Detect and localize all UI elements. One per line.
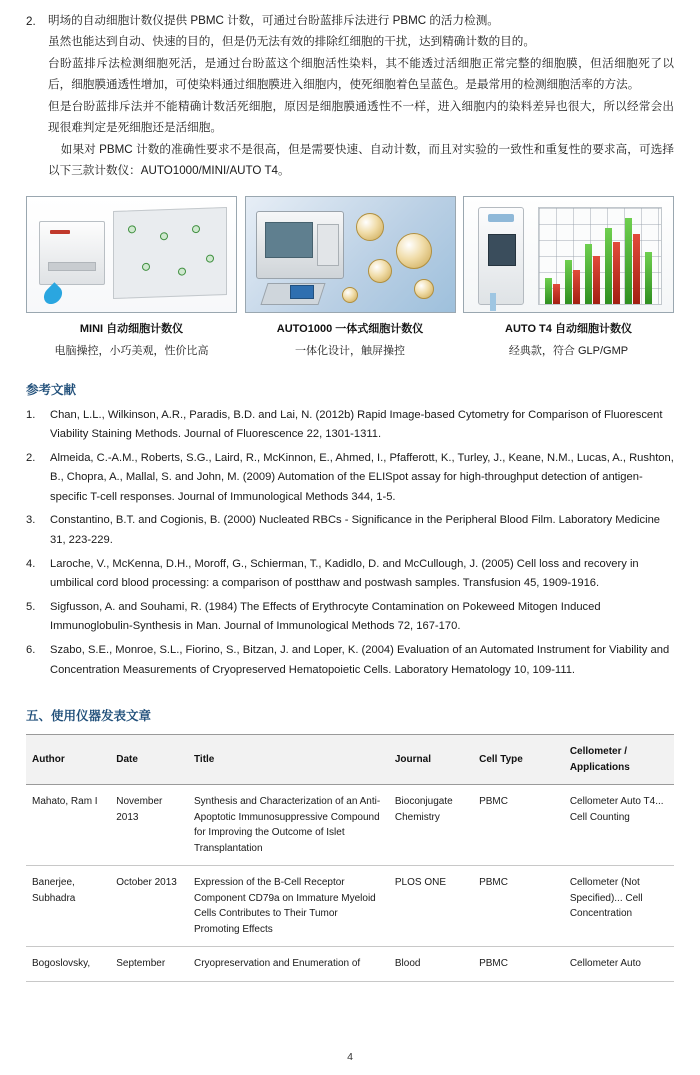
column-header-cell-type: Cell Type xyxy=(473,735,564,785)
chart-bar xyxy=(545,278,552,304)
cell-dot-icon xyxy=(160,232,168,240)
reference-number: 5. xyxy=(26,600,36,613)
chart-bar xyxy=(553,284,560,304)
references-heading: 参考文献 xyxy=(26,382,77,397)
cell-bubble-icon xyxy=(342,287,358,303)
pipette-tip-icon xyxy=(490,293,496,311)
cell-journal: Blood xyxy=(389,947,473,982)
chart-bar xyxy=(593,256,600,304)
publications-heading: 五、使用仪器发表文章 xyxy=(26,709,152,724)
cell-plate-icon xyxy=(113,207,227,299)
product-figures xyxy=(26,196,674,358)
cell-cell-type: PBMC xyxy=(473,866,564,947)
cell-title: Expression of the B-Cell Receptor Component CD79a on Immature Myeloid Cells Contributes to Their Tumor Promoting Effects xyxy=(188,866,389,947)
chart-bar xyxy=(645,252,652,304)
cell-title: Cryopreservation and Enumeration of xyxy=(188,947,389,982)
table-header-row xyxy=(26,735,674,785)
brand-mark-icon xyxy=(50,230,70,234)
table-row xyxy=(26,866,674,947)
reference-text: Almeida, C.-A.M., Roberts, S.G., Laird, R., McKinnon, E., Ahmed, I., Pfafferott, K., Turley, J., Keane, N.M., Lucas, A., Rushton, B., Chopra, A., Mallal, S. and John, M. (2009) Automation of the ELISpot assay for high-throughput detection of antigen-specific T-cell responses. Journal of Immunological Methods 344, 1-5. xyxy=(50,451,674,503)
bar-graph-icon xyxy=(538,207,662,305)
figure-title: MINI 自动细胞计数仪 xyxy=(79,322,184,335)
cell-application: Cellometer Auto T4... Cell Counting xyxy=(564,785,674,866)
list-item xyxy=(26,598,674,637)
cell-bubble-icon xyxy=(414,279,434,299)
mini-cell-counter-photo xyxy=(26,196,237,313)
cell-date: November 2013 xyxy=(110,785,188,866)
cell-journal: Bioconjugate Chemistry xyxy=(389,785,473,866)
list-item xyxy=(26,449,674,508)
reference-number: 1. xyxy=(26,408,36,421)
reference-text: Sigfusson, A. and Souhami, R. (1984) The Effects of Erythrocyte Contamination on Pokeweed Mitogen Induced Immunoglobulin-Synthesis in Man. Journal of Immunological Methods 72, 167-170. xyxy=(50,600,601,633)
cell-dot-icon xyxy=(128,225,136,233)
figure-auto1000 xyxy=(245,196,456,358)
cell-author: Mahato, Ram I xyxy=(26,785,110,866)
figure-title: AUTO1000 一体式细胞计数仪 xyxy=(276,322,424,335)
chart-bar xyxy=(613,242,620,304)
table-row xyxy=(26,947,674,982)
paragraph-4: 但是台盼蓝排斥法并不能精确计数活死细胞，原因是细胞膜通透性不一样，进入细胞内的染料差异也很大，所以经常会出现很难判定是死细胞还是活细胞。 xyxy=(48,99,674,135)
chart-bar xyxy=(565,260,572,304)
keypad-icon xyxy=(317,224,339,266)
droplet-icon xyxy=(40,282,65,307)
figure-subtitle: 经典款，符合 GLP/GMP xyxy=(508,344,629,357)
table-row xyxy=(26,785,674,866)
figure-subtitle: 一体化设计，触屏操控 xyxy=(295,344,405,357)
reference-text: Szabo, S.E., Monroe, S.L., Fiorino, S., Bitzan, J. and Loper, K. (2004) Evaluation of an Automated Instrument for Viability and Concentration Measurements of Cryopreserved Hematopoietic Cells. Laboratory Hematology 10, 109-111. xyxy=(50,644,670,676)
figure-auto-t4 xyxy=(463,196,674,358)
cell-bubble-icon xyxy=(356,213,384,241)
list-item xyxy=(26,641,674,680)
column-header-title: Title xyxy=(188,735,389,785)
column-header-author: Author xyxy=(26,735,110,785)
cell-application: Cellometer (Not Specified)... Cell Concentration xyxy=(564,866,674,947)
item-number: 2. xyxy=(26,15,36,28)
chart-bar xyxy=(625,218,632,304)
column-header-date: Date xyxy=(110,735,188,785)
counting-chamber-icon xyxy=(290,285,314,299)
reference-text: Chan, L.L., Wilkinson, A.R., Paradis, B.D. and Lai, N. (2012b) Rapid Image-based Cytometry for Comparison of Fluorescent Viability Staining Methods. Journal of Fluorescence 22, 1301-1311. xyxy=(50,408,663,441)
cell-title: Synthesis and Characterization of an Anti-Apoptotic Immunosuppressive Compound for Improving the Outcome of Islet Transplantation xyxy=(188,785,389,866)
instrument-body-icon xyxy=(478,207,524,305)
cell-bubble-icon xyxy=(368,259,392,283)
item-body xyxy=(48,10,674,182)
list-item xyxy=(26,555,674,594)
paragraph-2: 虽然也能达到自动、快速的目的，但是仍无法有效的排除红细胞的干扰，达到精确计数的目的。 xyxy=(48,35,535,49)
column-header-applications: Cellometer / Applications xyxy=(564,735,674,785)
paragraph-5: 如果对 PBMC 计数的准确性要求不是很高，但是需要快速、自动计数，而且对实验的一致性和重复性的要求高，可选择以下三款计数仪：AUTO1000/MINI/AUTO T4。 xyxy=(48,142,674,178)
page-number: 4 xyxy=(347,1051,353,1063)
reference-number: 4. xyxy=(26,557,36,570)
paragraph-3: 台盼蓝排斥法检测细胞死活，是通过台盼蓝这个细胞活性染料，其不能透过活细胞正常完整的细胞膜，但活细胞死了以后，细胞膜通透性增加，可使染料通过细胞膜进入细胞内，使死细胞着色呈蓝色。是最常用的检测细胞活率的方法。 xyxy=(48,56,674,92)
reference-number: 3. xyxy=(26,514,36,527)
publications-table xyxy=(26,734,674,982)
auto1000-cell-counter-photo xyxy=(245,196,456,313)
cell-journal: PLOS ONE xyxy=(389,866,473,947)
cell-bubble-icon xyxy=(396,233,432,269)
cell-author: Banerjee, Subhadra xyxy=(26,866,110,947)
cell-date: October 2013 xyxy=(110,866,188,947)
chart-bar xyxy=(605,228,612,304)
auto-t4-cell-counter-photo xyxy=(463,196,674,313)
paragraph-1: 明场的自动细胞计数仪提供 PBMC 计数，可通过台盼蓝排斥法进行 PBMC 的活力检测。 xyxy=(48,14,499,27)
cell-dot-icon xyxy=(178,267,186,275)
cell-cell-type: PBMC xyxy=(473,947,564,982)
cell-cell-type: PBMC xyxy=(473,785,564,866)
instrument-top-icon xyxy=(488,214,514,222)
reference-text: Laroche, V., McKenna, D.H., Moroff, G., Schierman, T., Kadidlo, D. and McCullough, J. (2005) Cell loss and recovery in umbilical cord blood processing: a comparison of postthaw and postwash samples. Transfusion 45, 1909-1916. xyxy=(50,557,639,590)
chart-bar xyxy=(573,270,580,304)
instrument-body-icon xyxy=(39,221,105,285)
column-header-journal: Journal xyxy=(389,735,473,785)
cell-dot-icon xyxy=(142,262,150,270)
numbered-item-2 xyxy=(26,10,674,182)
reference-number: 6. xyxy=(26,644,36,657)
list-item xyxy=(26,511,674,550)
figure-subtitle: 电脑操控，小巧美观，性价比高 xyxy=(54,344,209,357)
touchscreen-icon xyxy=(265,222,313,258)
instrument-body-icon xyxy=(256,211,344,279)
cell-dot-icon xyxy=(192,224,200,232)
figure-title: AUTO T4 自动细胞计数仪 xyxy=(505,322,632,335)
cell-dot-icon xyxy=(206,254,214,262)
chart-bar xyxy=(585,244,592,304)
figure-mini xyxy=(26,196,237,358)
instrument-window-icon xyxy=(488,234,516,266)
cell-date: September xyxy=(110,947,188,982)
list-item xyxy=(26,406,674,445)
reference-text: Constantino, B.T. and Cogionis, B. (2000) Nucleated RBCs - Significance in the Peripheral Blood Film. Laboratory Medicine 31, 223-229. xyxy=(50,514,661,547)
chart-bar xyxy=(633,234,640,304)
reference-list xyxy=(26,406,674,681)
cell-application: Cellometer Auto xyxy=(564,947,674,982)
reference-number: 2. xyxy=(26,451,36,464)
cell-author: Bogoslovsky, xyxy=(26,947,110,982)
